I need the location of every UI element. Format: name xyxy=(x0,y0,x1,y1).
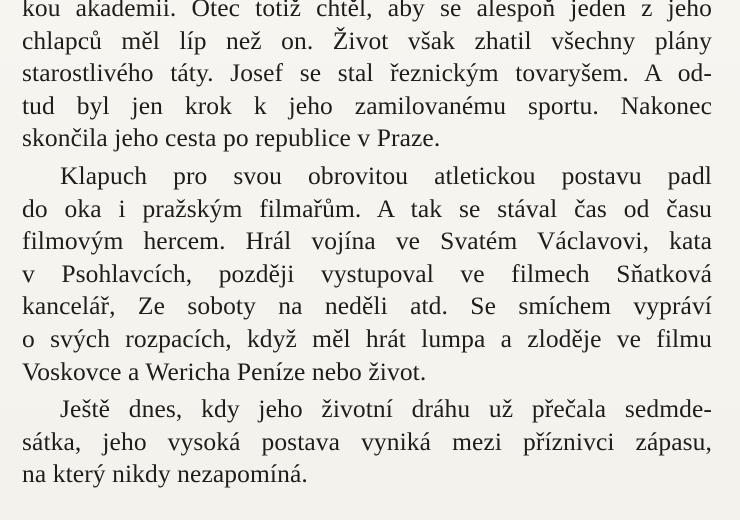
body-text xyxy=(22,0,712,491)
text-line: tud byl jen krok k jeho zamilovanému sportu. Nakonec xyxy=(22,90,712,120)
text-line: na který nikdy nezapomíná. xyxy=(22,459,308,489)
text-line: Ještě dnes, kdy jeho životní dráhu už přečala sedmde- xyxy=(60,394,712,424)
text-line: kancelář, Ze soboty na neděli atd. Se smíchem vypráví xyxy=(22,291,712,321)
paragraph-1 xyxy=(22,0,712,155)
text-line: sátka, jeho vysoká postava vyniká mezi příznivci zápasu, xyxy=(22,426,712,456)
text-line: chlapců měl líp než on. Život však zhatil všechny plány xyxy=(22,25,712,55)
text-line: starostlivého táty. Josef se stal řeznickým tovaryšem. A od- xyxy=(22,58,712,88)
text-line: skončila jeho cesta po republice v Praze. xyxy=(22,123,441,153)
text-line: o svých rozpacích, když měl hrát lumpa a zloděje ve filmu xyxy=(22,323,712,353)
paragraph-3 xyxy=(22,393,712,491)
paragraph-2 xyxy=(22,160,712,388)
text-line: filmovým hercem. Hrál vojína ve Svatém Václavovi, kata xyxy=(22,226,712,256)
text-line: do oka i pražským filmařům. A tak se stával čas od času xyxy=(22,193,712,223)
text-line: Voskovce a Wericha Peníze nebo život. xyxy=(22,356,427,386)
text-line: v Psohlavcích, později vystupoval ve filmech Sňatková xyxy=(22,258,712,288)
text-line: kou akademii. Otec totiž chtěl, aby se alespoň jeden z jeho xyxy=(22,0,712,22)
text-line: Klapuch pro svou obrovitou atletickou postavu padl xyxy=(60,160,712,190)
